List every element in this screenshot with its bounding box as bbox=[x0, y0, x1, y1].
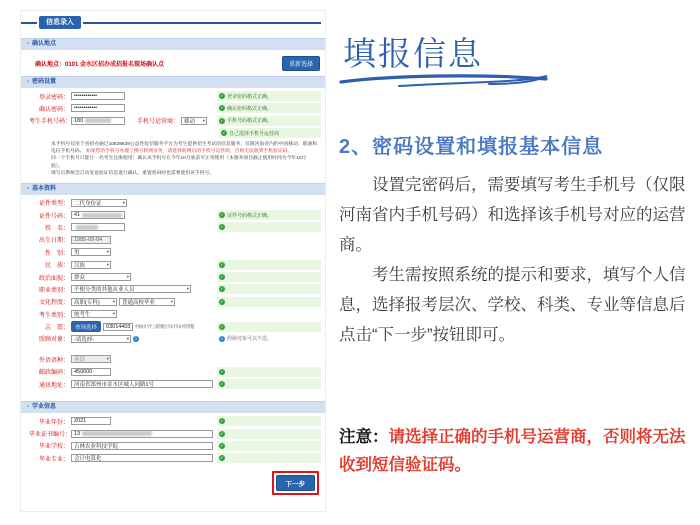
phone-notice-text bbox=[51, 141, 317, 178]
warning-text: 请选择正确的手机号运营商，否则将无法收到短信验证码。 bbox=[339, 428, 686, 474]
phone-prefix: 180 bbox=[74, 117, 84, 124]
major-validation bbox=[217, 453, 321, 463]
chevron-down-icon: ▾ bbox=[126, 274, 129, 280]
field-cell bbox=[69, 92, 217, 100]
politics-validation bbox=[217, 272, 321, 282]
chevron-down-icon: ▾ bbox=[112, 298, 115, 304]
politics-row bbox=[29, 272, 321, 282]
foreign-language-select bbox=[71, 355, 111, 363]
major-input[interactable]: 会计电算化 bbox=[71, 454, 213, 462]
valid-check-icon: ✓ bbox=[220, 430, 224, 436]
band-dash: - bbox=[27, 41, 29, 47]
candidate-type-value: 统考生 bbox=[74, 312, 91, 319]
field-cell bbox=[69, 236, 217, 244]
education-level-label: 文化程度： bbox=[38, 300, 69, 307]
name-label: 姓 名： bbox=[44, 225, 69, 232]
birth-date-row bbox=[29, 235, 321, 245]
carrier-select[interactable] bbox=[181, 117, 207, 125]
hint-text: 照顾对象可以不选。 bbox=[227, 336, 273, 343]
valid-check-icon: ✓ bbox=[220, 224, 224, 230]
major-label: 毕业专业： bbox=[38, 456, 69, 463]
carrier-validation-row bbox=[29, 128, 321, 138]
redacted-value bbox=[76, 225, 98, 230]
field-cell bbox=[69, 430, 217, 438]
instruction-paragraph: 设置完密码后，需要填写考生手机号（仅限河南省内手机号码）和选择该手机号对应的运营商。 bbox=[339, 176, 686, 254]
field-cell bbox=[69, 285, 217, 293]
confirm-password-row bbox=[29, 103, 321, 113]
valid-check-icon: ✓ bbox=[220, 274, 224, 280]
diploma-number-prefix: 13 bbox=[74, 430, 81, 437]
step-heading: 2、密码设置和填报基本信息 bbox=[339, 136, 604, 158]
validation-text: 登录密码格式正确。 bbox=[227, 93, 273, 100]
instructions-body bbox=[339, 170, 689, 350]
diploma-number-row bbox=[29, 429, 321, 439]
section-header-confirm-site bbox=[21, 38, 325, 50]
ethnicity-value: 汉族 bbox=[74, 262, 86, 269]
notice-black: 同一个手机号只能让一名考生注册使用！确认该手机号在今年10月底前可正常使用（本服务项目截止使用时间为今年10月底）。 bbox=[51, 156, 307, 169]
candidate-type-row bbox=[29, 309, 321, 319]
candidate-type-select[interactable] bbox=[71, 310, 117, 318]
field-cell bbox=[69, 355, 217, 363]
chevron-down-icon: ▾ bbox=[202, 117, 206, 123]
band-dash: - bbox=[27, 79, 29, 85]
ethnicity-row bbox=[29, 260, 321, 270]
politics-value: 群众 bbox=[74, 275, 86, 282]
gender-select[interactable] bbox=[71, 248, 111, 256]
carrier-value: 移动 bbox=[184, 118, 196, 125]
birth-date-input: 1985-09-04 bbox=[71, 236, 111, 244]
field-cell bbox=[69, 380, 217, 388]
id-type-value: 二代身份证 bbox=[74, 200, 102, 207]
volunteer-validation bbox=[217, 322, 321, 332]
gender-value: 男 bbox=[74, 250, 80, 257]
login-password-validation bbox=[217, 91, 321, 101]
validation-text: 自己选择手机号运营商 bbox=[229, 130, 280, 137]
field-cell bbox=[69, 335, 217, 343]
address-input[interactable]: 河南省郑州市金水区城人同路1号 bbox=[71, 380, 213, 388]
chevron-down-icon: ▾ bbox=[122, 199, 125, 205]
volunteer-label: 志 愿： bbox=[44, 325, 69, 332]
redacted-value bbox=[85, 118, 111, 123]
next-button-highlight bbox=[272, 471, 320, 495]
field-cell bbox=[69, 417, 217, 425]
diploma-number-input[interactable] bbox=[71, 430, 213, 438]
zip-code-validation bbox=[217, 367, 321, 377]
valid-check-icon: ✓ bbox=[220, 381, 224, 387]
field-cell bbox=[69, 104, 217, 112]
birth-date-label: 出生日期： bbox=[38, 238, 69, 245]
title-underline-swoosh-icon bbox=[339, 72, 551, 95]
confirm-password-input[interactable]: •••••••••••• bbox=[71, 104, 125, 112]
chevron-down-icon: ▾ bbox=[170, 298, 173, 304]
field-cell bbox=[69, 261, 217, 269]
field-cell bbox=[69, 442, 217, 450]
field-cell bbox=[69, 368, 217, 376]
id-number-prefix: 41 bbox=[74, 212, 81, 219]
graduation-year-validation bbox=[217, 416, 321, 426]
id-type-select[interactable] bbox=[71, 199, 127, 207]
graduation-school-row bbox=[29, 441, 321, 451]
login-password-label: 登录密码： bbox=[38, 94, 69, 101]
politics-select[interactable] bbox=[71, 273, 131, 281]
field-cell bbox=[69, 223, 217, 231]
id-type-label: 证件类型： bbox=[38, 201, 69, 208]
foreign-language-row bbox=[29, 354, 321, 364]
politics-label: 政治面貌： bbox=[38, 275, 69, 282]
phone-validation bbox=[217, 116, 321, 126]
zip-code-row bbox=[29, 367, 321, 377]
notice-black: 本手机号仅用于省招办通过10639639公益性短信服务平台为考生提供招生考试的信息服务，仅限河南省内的中国移动、联通和电信手机号码。 bbox=[51, 141, 317, 154]
candidate-type-label: 考生类别： bbox=[38, 312, 69, 319]
valid-check-icon: ✓ bbox=[220, 455, 224, 461]
chevron-down-icon: ▾ bbox=[126, 335, 129, 341]
id-number-row bbox=[29, 210, 321, 220]
valid-check-icon: ✓ bbox=[220, 212, 224, 218]
confirm-site-text: 确认地点：0101 金水区招办成招报名现场确认点 bbox=[35, 61, 165, 68]
care-target-value: -请选择- bbox=[74, 336, 95, 343]
zip-code-input[interactable]: 450000 bbox=[71, 368, 111, 376]
id-number-validation bbox=[217, 210, 321, 220]
ethnicity-label: 民 族： bbox=[44, 263, 69, 270]
valid-check-icon: ✓ bbox=[220, 298, 224, 304]
valid-check-icon: ✓ bbox=[220, 368, 224, 374]
warning-note bbox=[339, 423, 691, 479]
instructions-panel bbox=[337, 10, 693, 515]
name-row bbox=[29, 222, 321, 232]
graduation-year-row bbox=[29, 416, 321, 426]
section-title: 密码设置 bbox=[32, 79, 57, 85]
phone-label: 考生手机号码： bbox=[29, 119, 72, 126]
reselect-button[interactable]: 重新选择 bbox=[282, 56, 320, 71]
address-validation bbox=[217, 379, 321, 389]
confirm-site-row bbox=[21, 53, 325, 73]
login-password-input[interactable]: •••••••••••• bbox=[71, 92, 125, 100]
valid-check-icon: ✓ bbox=[220, 105, 224, 111]
confirm-password-validation bbox=[217, 103, 321, 113]
graduation-school-validation bbox=[217, 441, 321, 451]
diploma-number-label: 毕业证书编号： bbox=[29, 432, 72, 439]
id-number-label: 证件号码： bbox=[38, 213, 69, 220]
instruction-paragraph: 考生需按照系统的提示和要求，填写个人信息，选择报考层次、学校、科类、专业等信息后点击“下一步”按钮即可。 bbox=[339, 266, 686, 344]
form-title-row bbox=[21, 16, 325, 29]
band-dash: - bbox=[27, 185, 29, 192]
phone-input[interactable] bbox=[71, 117, 125, 125]
education-level-value: 高职(专科) bbox=[74, 299, 100, 306]
occupation-select[interactable] bbox=[71, 285, 191, 293]
care-target-hint bbox=[217, 334, 321, 344]
redacted-value bbox=[82, 431, 152, 436]
occupation-validation bbox=[217, 284, 321, 294]
field-cell bbox=[69, 321, 217, 332]
section-header-basic-info bbox=[21, 183, 325, 195]
id-type-row bbox=[29, 198, 321, 208]
chevron-down-icon: ▾ bbox=[106, 356, 109, 362]
field-cell bbox=[69, 211, 217, 219]
warning-label: 注意： bbox=[339, 428, 389, 446]
validation-text: 手机号码格式正确。 bbox=[227, 118, 273, 125]
section-title: 基本资料 bbox=[32, 185, 57, 192]
graduation-year-input[interactable]: 2021 bbox=[71, 417, 111, 425]
validation-text: 证件号码格式正确。 bbox=[227, 212, 273, 219]
name-input[interactable] bbox=[71, 223, 125, 231]
carrier-label: 手机号运营商： bbox=[137, 119, 180, 126]
page-title: 填报信息 bbox=[343, 37, 483, 73]
volunteer-search-button[interactable]: 查询选择 bbox=[71, 321, 101, 332]
education-level-row bbox=[29, 297, 321, 307]
occupation-value: 不便分类的其他从业人员 bbox=[74, 287, 135, 294]
care-target-row bbox=[29, 334, 321, 344]
carrier-validation bbox=[219, 128, 321, 138]
field-cell bbox=[69, 298, 217, 306]
field-cell bbox=[69, 273, 217, 281]
notice-black: 填写后系统会自动发送验证信息进行确认，重置密码时也需要使用该手机号。 bbox=[51, 171, 215, 177]
ethnicity-validation bbox=[217, 260, 321, 270]
chevron-down-icon: ▾ bbox=[106, 261, 109, 267]
chevron-down-icon: ▾ bbox=[106, 249, 109, 255]
form-title-badge: 信息录入 bbox=[39, 16, 81, 29]
occupation-row bbox=[29, 284, 321, 294]
section-title: 确认地点 bbox=[32, 41, 57, 47]
occupation-label: 职业类别： bbox=[38, 287, 69, 294]
field-cell bbox=[69, 454, 217, 462]
section-header-password bbox=[21, 76, 325, 88]
notice-red: 如果您的手机号办理了携号转网业务，请选择转网后的手机号运营商，否则无法收到手机验证码。 bbox=[85, 148, 293, 154]
care-target-select[interactable] bbox=[71, 335, 131, 343]
chevron-down-icon: ▾ bbox=[186, 286, 189, 292]
ethnicity-select[interactable] bbox=[71, 261, 111, 269]
valid-check-icon: ✓ bbox=[220, 261, 224, 267]
section-title: 学业信息 bbox=[32, 404, 57, 411]
gender-row bbox=[29, 247, 321, 257]
graduation-type-select[interactable] bbox=[119, 298, 175, 306]
field-cell bbox=[69, 310, 217, 318]
graduation-type-value: 普通高校毕业 bbox=[122, 299, 156, 306]
volunteer-code-input[interactable]: 03014403 bbox=[103, 323, 133, 331]
valid-check-icon: ✓ bbox=[222, 130, 226, 136]
title-divider-line bbox=[21, 22, 37, 24]
next-button[interactable]: 下一步 bbox=[276, 475, 316, 491]
foreign-language-value: 英语 bbox=[74, 357, 86, 364]
next-button-row bbox=[21, 471, 325, 495]
title-divider-line bbox=[83, 22, 321, 24]
phone-row bbox=[29, 116, 321, 126]
valid-check-icon: ✓ bbox=[220, 323, 224, 329]
redacted-value bbox=[82, 213, 122, 218]
name-validation bbox=[217, 222, 321, 232]
graduation-school-input[interactable]: 吉林农业科技学院 bbox=[71, 442, 213, 450]
field-cell bbox=[69, 248, 217, 256]
education-level-select[interactable] bbox=[71, 298, 117, 306]
volunteer-row bbox=[29, 322, 321, 332]
login-password-row bbox=[29, 91, 321, 101]
valid-check-icon: ✓ bbox=[220, 117, 224, 123]
validation-text: 确认密码格式正确。 bbox=[227, 105, 273, 112]
valid-check-icon: ✓ bbox=[220, 93, 224, 98]
info-icon[interactable]: i bbox=[133, 336, 139, 342]
spacer bbox=[21, 346, 325, 354]
foreign-language-label: 外语语种： bbox=[38, 357, 69, 364]
graduation-year-label: 毕业年份： bbox=[38, 419, 69, 426]
confirm-password-label: 确认密码： bbox=[38, 106, 69, 113]
diploma-number-validation bbox=[217, 429, 321, 439]
valid-check-icon: ✓ bbox=[220, 418, 224, 424]
volunteer-description: 中国农业大学 工商管理(专升本专升本-经济管理) bbox=[135, 323, 195, 329]
zip-code-label: 邮政编码： bbox=[38, 370, 69, 377]
education-level-validation bbox=[217, 297, 321, 307]
info-icon: i bbox=[219, 336, 225, 342]
registration-form bbox=[20, 10, 326, 512]
gender-label: 性 别： bbox=[44, 250, 69, 257]
address-label: 通讯地址： bbox=[38, 382, 69, 389]
graduation-school-label: 毕业学校： bbox=[38, 444, 69, 451]
field-cell bbox=[69, 199, 217, 207]
section-header-school-info bbox=[21, 401, 325, 413]
field-cell bbox=[69, 116, 217, 125]
id-number-input[interactable] bbox=[71, 211, 125, 219]
valid-check-icon: ✓ bbox=[220, 442, 224, 448]
band-dash: - bbox=[27, 404, 29, 411]
care-target-label: 照顾对象： bbox=[38, 337, 69, 344]
chevron-down-icon: ▾ bbox=[112, 311, 115, 317]
valid-check-icon: ✓ bbox=[220, 286, 224, 292]
major-row bbox=[29, 453, 321, 463]
address-row bbox=[29, 379, 321, 389]
